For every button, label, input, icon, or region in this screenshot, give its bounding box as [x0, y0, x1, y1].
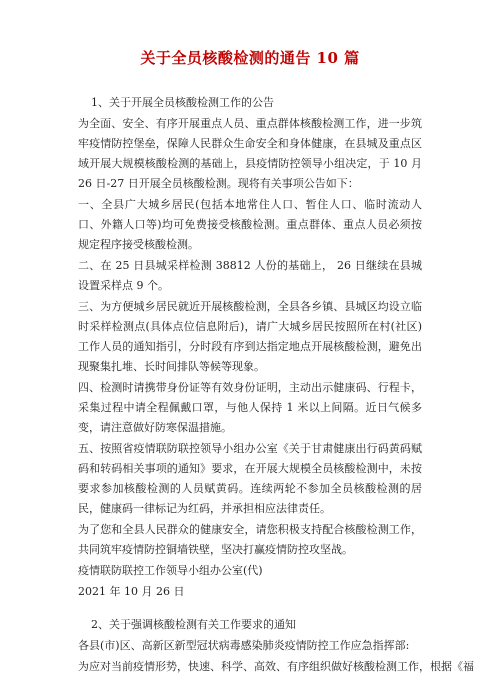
item-2-paragraph: 二、在 25 日县城采样检测 38812 人份的基础上， 26 日继续在县城设置采样点 9 个。 [78, 259, 422, 292]
item-5-paragraph: 五、按照省疫情联防联控领导小组办公室《关于甘肃健康出行码黄码赋码和转码相关事项的通知》要求，在开展大规模全员核酸检测中，未按要求参加核酸检测的人员赋黄码。连续两轮不参加全员核酸检测的居民，健康码一律标记为红码，并承担相应法律责任。 [78, 442, 422, 515]
section2-line-1: 各县(市)区、高新区新型冠状病毒感染肺炎疫情防控工作应急指挥部: [78, 639, 410, 652]
section1-heading: 1、关于开展全员核酸检测工作的公告 [91, 96, 274, 109]
closing-paragraph: 为了您和全县人民群众的健康安全，请您积极支持配合核酸检测工作，共同筑牢疫情防控铜墙铁壁，坚决打赢疫情防控攻坚战。 [78, 523, 422, 556]
item-4-paragraph: 四、检测时请携带身份证等有效身份证明，主动出示健康码、行程卡，采集过程中请全程佩戴口罩，与他人保持 1 米以上间隔。近日气候多变，请注意做好防寒保温措施。 [78, 381, 422, 434]
section2-line-2: 为应对当前疫情形势，快速、科学、高效、有序组织做好核酸检测工作，根据《福 [78, 660, 474, 673]
item-3-paragraph: 三、为方便城乡居民就近开展核酸检测，全县各乡镇、县城区均设立临时采样检测点(具体点位信息附后)，请广大城乡居民按照所在村(社区)工作人员的通知指引，分时段有序到达指定地点开展核酸检测，避免出现聚集扎堆、长时间排队等候等现象。 [78, 300, 422, 373]
document-title: 关于全员核酸检测的通告 10 篇 [140, 49, 360, 67]
section2-heading: 2、关于强调核酸检测有关工作要求的通知 [91, 618, 296, 631]
date-line: 2021 年 10 月 26 日 [78, 585, 185, 598]
item-1-paragraph: 一、全县广大城乡居民(包括本地常住人口、暂住人口、临时流动人口、外籍人口等)均可免费接受核酸检测。重点群体、重点人员必须按规定程序接受核酸检测。 [78, 198, 422, 251]
intro-paragraph: 为全面、安全、有序开展重点人员、重点群体核酸检测工作，进一步筑牢疫情防控堡垒，保障人民群众生命安全和身体健康，在县城及重点区域开展大规模核酸检测的基础上，县疫情防控领导小组决定，于 10 月 26 日-27 日开展全员核酸检测。现将有关事项公告如下： [78, 117, 422, 190]
signature-line: 疫情联防联控工作领导小组办公室(代) [78, 564, 263, 577]
